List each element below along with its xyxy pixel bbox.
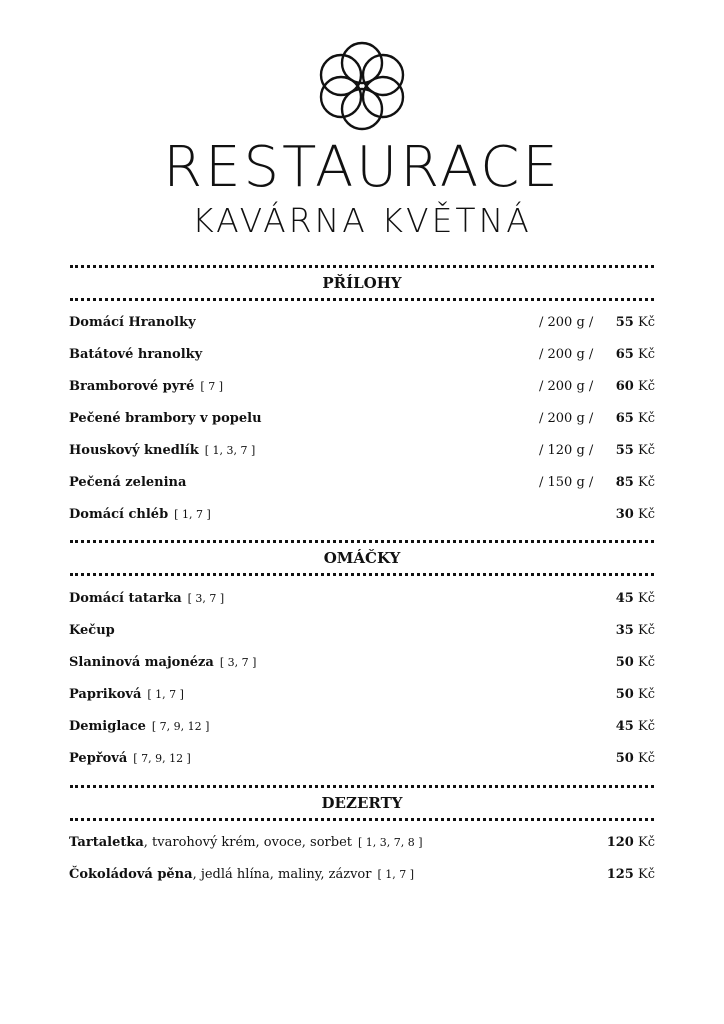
item-price-group (616, 652, 655, 674)
item-weight: / 200 g / (539, 347, 594, 362)
item-name: Batátové hranolky (69, 347, 203, 362)
item-name-group (69, 376, 223, 398)
item-name: Kečup (69, 623, 115, 638)
item-currency: Kč (638, 379, 655, 394)
item-price-group (616, 748, 655, 770)
item-price: 85 (615, 475, 634, 490)
menu-item (69, 748, 655, 770)
item-price-group (616, 440, 655, 462)
item-price: 120 (606, 835, 634, 850)
item-currency: Kč (638, 751, 655, 766)
item-name-group (69, 620, 115, 642)
menu-item (69, 620, 655, 642)
item-name: Pepřová (69, 751, 128, 766)
item-price: 30 (615, 507, 634, 522)
restaurant-title: RESTAURACE (163, 135, 561, 200)
item-price: 50 (615, 655, 634, 670)
menu-item (69, 652, 655, 674)
item-price: 50 (615, 687, 634, 702)
item-currency: Kč (638, 347, 655, 362)
item-currency: Kč (638, 475, 655, 490)
item-name-group (69, 716, 209, 738)
item-name: Houskový knedlík (69, 443, 199, 458)
item-name-group (69, 504, 211, 526)
item-price-group (616, 472, 655, 494)
item-price: 35 (615, 623, 634, 638)
menu-item (69, 864, 655, 886)
item-name: Čokoládová pěna (69, 867, 193, 882)
item-currency: Kč (638, 507, 655, 522)
section-title-dezerty: DEZERTY (70, 785, 654, 821)
item-name-group (69, 748, 191, 770)
menu-item (69, 716, 655, 738)
item-price-group (616, 716, 655, 738)
item-allergens: [ 3, 7 ] (187, 592, 225, 605)
item-name: Papriková (69, 687, 142, 702)
flower-of-life-icon (312, 40, 412, 132)
item-allergens: [ 1, 7 ] (174, 508, 211, 521)
item-allergens: [ 7, 9, 12 ] (133, 752, 191, 765)
item-allergens: [ 7, 9, 12 ] (151, 720, 210, 733)
menu-item (69, 684, 655, 706)
item-allergens: [ 1, 3, 7, 8 ] (358, 836, 423, 849)
section-title-prilohy: PŘÍLOHY (70, 265, 654, 301)
item-weight: / 200 g / (539, 315, 594, 330)
item-name-group (69, 588, 224, 610)
item-weight: / 120 g / (539, 443, 594, 458)
item-price-group (607, 864, 655, 886)
item-price: 45 (615, 719, 634, 734)
item-currency: Kč (638, 623, 655, 638)
menu-item (69, 344, 655, 366)
item-price-group (616, 344, 655, 366)
item-allergens: [ 1, 7 ] (377, 868, 415, 881)
menu-item (69, 472, 655, 494)
item-name: Bramborové pyré (69, 379, 195, 394)
item-price: 55 (615, 443, 634, 458)
item-price-group (616, 504, 655, 526)
item-weight: / 200 g / (539, 411, 594, 426)
item-name-group (69, 408, 262, 430)
item-currency: Kč (638, 591, 655, 606)
item-price: 50 (615, 751, 634, 766)
item-currency: Kč (638, 719, 655, 734)
item-name: Pečená zelenina (69, 475, 187, 490)
item-name: Slaninová majonéza (69, 655, 214, 670)
item-price-group (616, 408, 655, 430)
menu-item (69, 832, 655, 854)
item-name-group (69, 440, 255, 462)
item-weight: / 150 g / (539, 475, 594, 490)
item-name: Pečené brambory v popelu (69, 411, 262, 426)
item-name: Tartaletka (69, 835, 144, 850)
item-allergens: [ 1, 3, 7 ] (204, 444, 256, 457)
item-currency: Kč (638, 687, 655, 702)
menu-item (69, 376, 655, 398)
item-price-group (616, 620, 655, 642)
menu-item (69, 440, 655, 462)
item-weight: / 200 g / (539, 379, 594, 394)
item-price: 65 (615, 411, 634, 426)
item-currency: Kč (638, 315, 655, 330)
item-currency: Kč (638, 655, 655, 670)
item-name: Demiglace (69, 719, 146, 734)
item-currency: Kč (638, 443, 655, 458)
item-name-group (69, 344, 202, 366)
item-name: Domácí tatarka (69, 591, 182, 606)
item-name: Domácí chléb (69, 507, 169, 522)
item-name-group (69, 652, 256, 674)
item-price-group (616, 376, 655, 398)
item-price: 55 (615, 315, 634, 330)
item-name-group (69, 832, 423, 854)
item-name-group (69, 864, 414, 886)
item-currency: Kč (638, 835, 655, 850)
menu-item (69, 588, 655, 610)
item-price: 60 (615, 379, 634, 394)
item-price-group (616, 684, 655, 706)
item-price-group (616, 588, 655, 610)
menu-item (69, 504, 655, 526)
item-currency: Kč (638, 411, 655, 426)
item-price: 125 (606, 867, 634, 882)
restaurant-subtitle: KAVÁRNA KVĚTNÁ (192, 201, 532, 240)
item-name-group (69, 472, 186, 494)
item-price: 45 (615, 591, 634, 606)
item-allergens: [ 1, 7 ] (147, 688, 184, 701)
item-description: , jedlá hlína, maliny, zázvor (192, 867, 372, 882)
item-price-group (616, 312, 655, 334)
menu-item (69, 408, 655, 430)
item-name-group (69, 312, 196, 334)
item-currency: Kč (638, 867, 655, 882)
item-allergens: [ 7 ] (200, 380, 223, 393)
menu-item (69, 312, 655, 334)
item-allergens: [ 3, 7 ] (219, 656, 257, 669)
item-name: Domácí Hranolky (69, 315, 196, 330)
item-price: 65 (615, 347, 634, 362)
item-price-group (607, 832, 655, 854)
item-name-group (69, 684, 184, 706)
item-description: , tvarohový krém, ovoce, sorbet (143, 835, 352, 850)
section-title-omacky: OMÁČKY (70, 540, 654, 576)
